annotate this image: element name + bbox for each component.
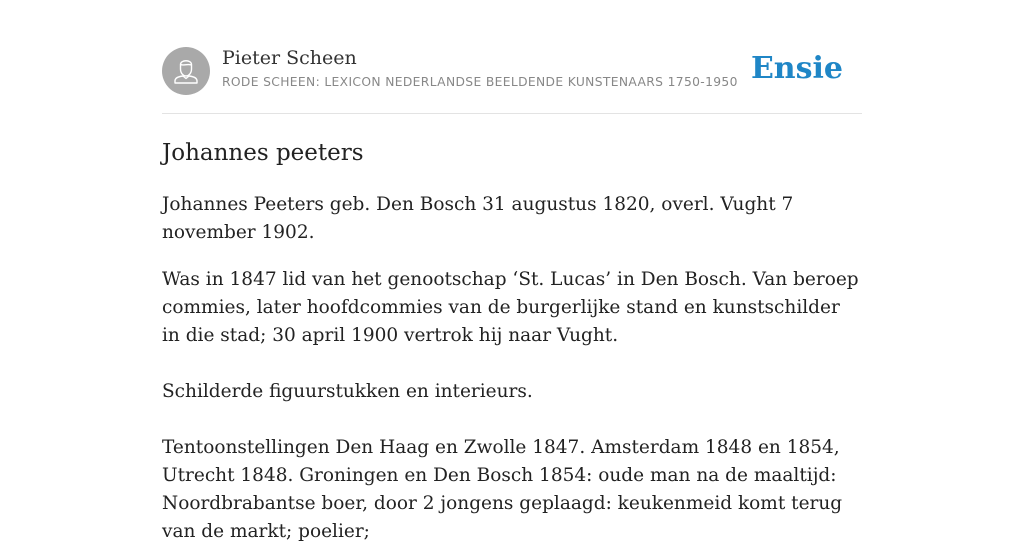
article-title: Johannes peeters (162, 140, 364, 166)
article-body (162, 138, 862, 546)
author-name[interactable]: Pieter Scheen (222, 47, 357, 69)
header-divider (162, 113, 862, 114)
source-title[interactable]: RODE SCHEEN: LEXICON NEDERLANDSE BEELDENDE KUNSTENAARS 1750-1950 (222, 75, 738, 89)
article-paragraph: Johannes Peeters geb. Den Bosch 31 augustus 1820, overl. Vught 7 november 1902. (162, 194, 794, 243)
user-icon (162, 47, 210, 95)
article-header (162, 46, 862, 96)
author-avatar[interactable] (162, 47, 210, 95)
brand-logo[interactable]: Ensie (750, 51, 843, 86)
article-paragraph: Was in 1847 lid van het genootschap ‘St. Lucas’ in Den Bosch. Van beroep commies, later hoofdcommies van de burgerlijke stand en kunstschilder in die stad; 30 april 1900 vertrok hij naar Vught. Schilderde figuurstukken en interieurs. Tentoonstellingen Den Haag en Zwolle 1847. Amsterdam 1848 en 1854, Utrecht 1848. Groningen en Den Bosch 1854: oude man na de maaltijd: Noordbrabantse boer, door 2 jongens geplaagd: keukenmeid komt terug van de markt; poelier; (162, 269, 859, 542)
